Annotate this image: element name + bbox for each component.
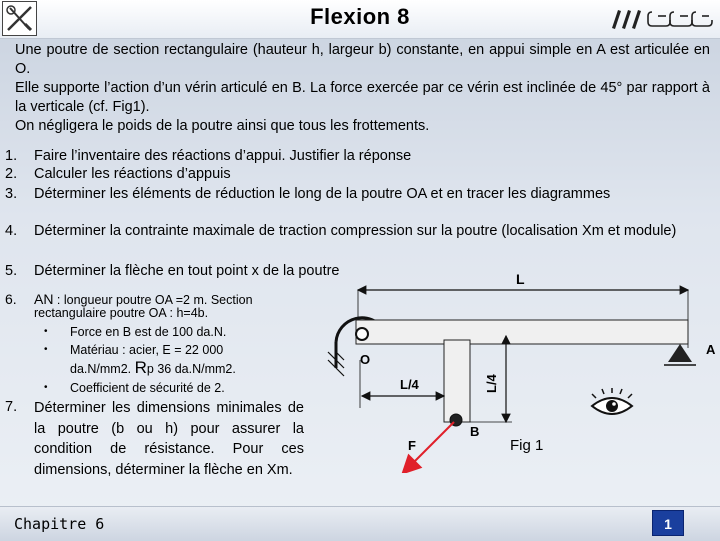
beam (356, 320, 688, 344)
question-text: Déterminer la flèche en tout point x de la poutre (34, 263, 340, 279)
label-l4-vertical: L/4 (484, 374, 499, 393)
rp-value: p 36 da.N/mm2. (146, 362, 236, 376)
question-number: 6. (5, 291, 17, 307)
an-text-continued: rectangulaire poutre OA : h=4b. (34, 306, 209, 320)
beam-diagram (300, 268, 720, 473)
intro-paragraph: Elle supporte l’action d’un vérin articulé en B. La force exercée par ce vérin est inclinée de 45° par rapport à la verticale (cf. Fig1). (15, 80, 710, 115)
question-number: 4. (5, 223, 18, 239)
bullet-icon: • (44, 326, 48, 337)
label-l4-horizontal: L/4 (400, 377, 419, 392)
label-f: F (408, 438, 416, 453)
bullet-text: da.N/mm2. (70, 362, 135, 376)
question-number: 5. (5, 263, 18, 279)
label-o: O (360, 352, 371, 367)
intro-paragraph: Une poutre de section rectangulaire (hauteur h, largeur b) constante, en appui simple en A est articulée en O. (15, 42, 710, 77)
footer-bar (0, 506, 720, 541)
question-number: 7. (5, 399, 18, 415)
difficulty-icons (608, 4, 716, 32)
page-number-badge: 1 (652, 510, 684, 536)
question-number: 2. (5, 166, 18, 182)
an-text: : longueur poutre OA =2 m. Section (53, 293, 253, 307)
bullet-icon: • (44, 382, 48, 393)
slide-title: Flexion 8 (310, 4, 410, 29)
difficulty-rating-icon (608, 4, 716, 32)
bullet-continuation (70, 360, 236, 377)
intro-paragraph: On négligera le poids de la poutre ainsi que tous les frottements. (15, 118, 430, 134)
joint-o-icon (356, 328, 368, 340)
question-text: Déterminer les dimensions minimales de la poutre (b ou h) pour assurer la condition de résistance. Pour ces dimensions, déterminer la flèche en Xm. (34, 400, 304, 478)
question-text: Déterminer les éléments de réduction le long de la poutre OA et en tracer les diagrammes (34, 186, 611, 202)
rp-symbol: R (134, 358, 147, 377)
lever-arm (444, 340, 470, 422)
question-text: Déterminer la contrainte maximale de traction compression sur la poutre (localisation Xm et module) (34, 223, 677, 239)
label-length: L (516, 271, 525, 287)
question-text: Calculer les réactions d’appuis (34, 166, 231, 182)
eye-icon (592, 388, 632, 414)
support-a-icon (668, 344, 692, 362)
figure-caption: Fig 1 (510, 437, 544, 454)
chapter-label: Chapitre 6 (14, 515, 105, 533)
bullet-text: Matériau : acier, E = 22 000 (70, 343, 224, 357)
label-a: A (706, 342, 716, 357)
question-number: 1. (5, 148, 18, 164)
problem-statement (15, 41, 710, 136)
bullet-icon: • (44, 344, 48, 355)
question-text: Faire l’inventaire des réactions d’appui. Justifier la réponse (34, 148, 412, 164)
an-lead: AN (34, 291, 54, 307)
bullet-text: Coefficient de sécurité de 2. (70, 381, 225, 395)
bullet-text: Force en B est de 100 da.N. (70, 325, 227, 339)
label-b: B (470, 424, 480, 439)
question-number: 3. (5, 186, 18, 202)
